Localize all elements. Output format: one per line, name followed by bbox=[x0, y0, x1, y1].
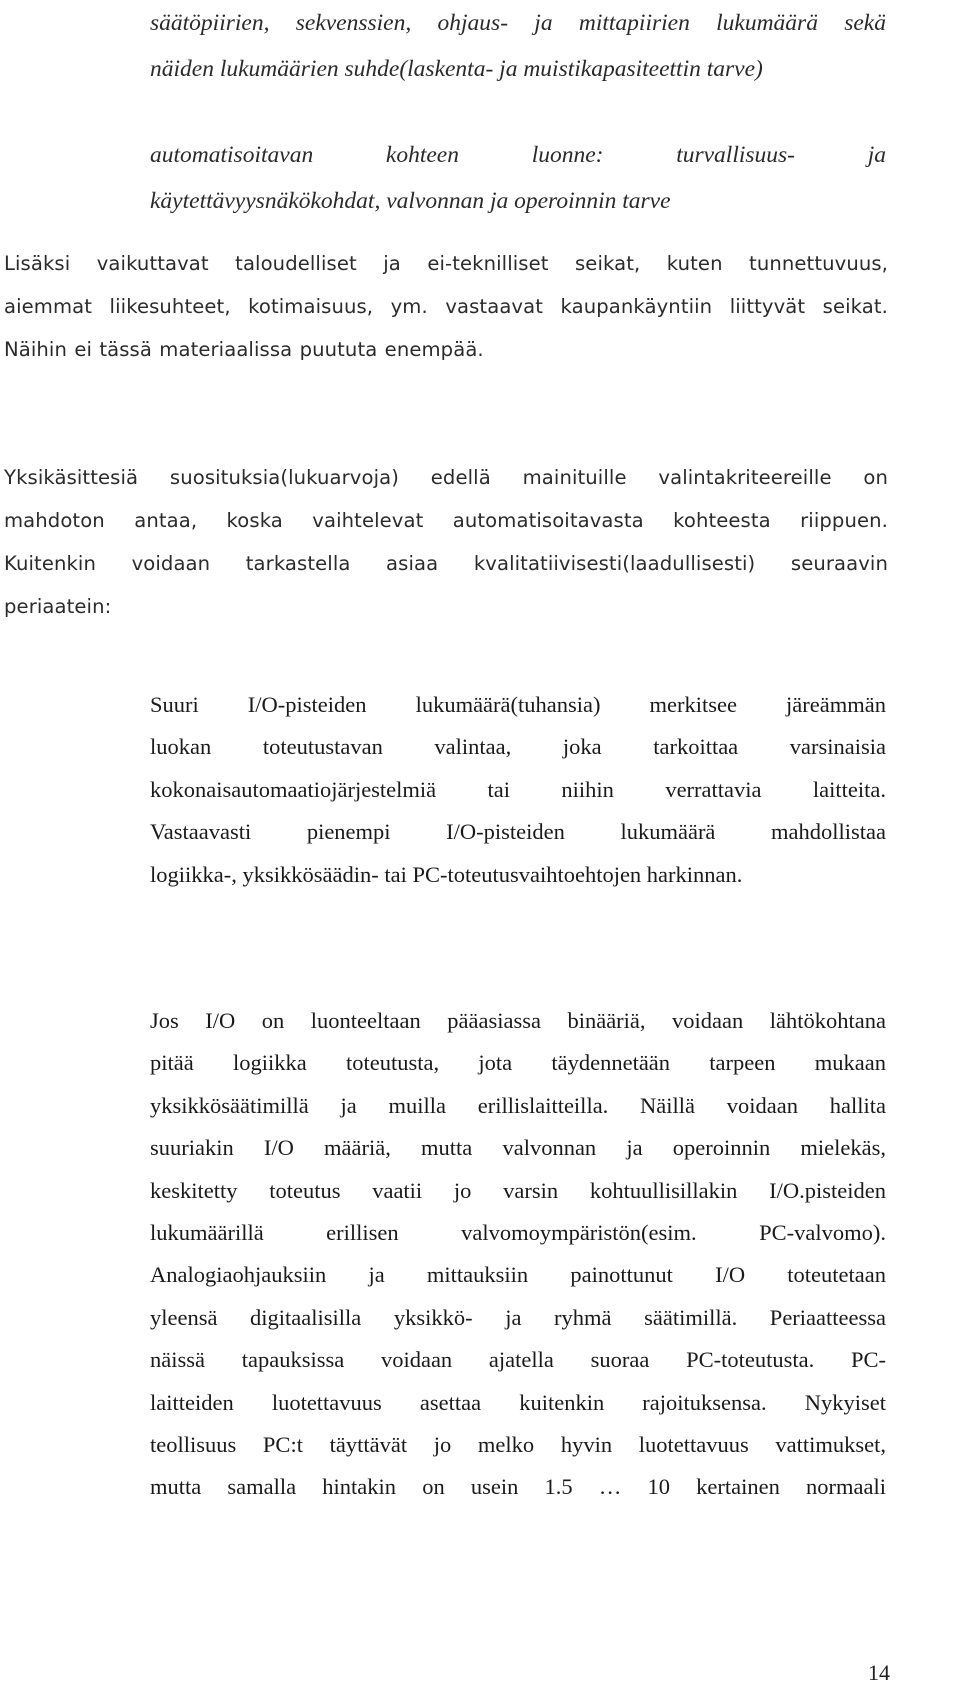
text-line: Vastaavasti pienempi I/O-pisteiden lukumäärä mahdollistaa bbox=[150, 819, 886, 845]
text-line: suuriakin I/O määriä, mutta valvonnan ja operoinnin mielekäs, bbox=[150, 1135, 886, 1161]
text-line: pitää logiikka toteutusta, jota täydennetään tarpeen mukaan bbox=[150, 1050, 886, 1076]
paragraph-io-type bbox=[150, 1000, 886, 1509]
text-line: Jos I/O on luonteeltaan pääasiassa binääriä, voidaan lähtökohtana bbox=[150, 1008, 886, 1033]
text-line: teollisuus PC:t täyttävät jo melko hyvin luotettavuus vattimukset, bbox=[150, 1432, 886, 1458]
text-line: Yksikäsittesiä suosituksia(lukuarvoja) edellä mainituille valintakriteereille on bbox=[4, 466, 888, 489]
italic-item-2 bbox=[150, 132, 886, 224]
text-line: näissä tapauksissa voidaan ajatella suoraa PC-toteutusta. PC- bbox=[150, 1347, 886, 1373]
text-line: Analogiaohjauksiin ja mittauksiin painottunut I/O toteutetaan bbox=[150, 1262, 886, 1288]
paragraph-economic-factors bbox=[4, 242, 888, 371]
text-line: logiikka-, yksikkösäädin- tai PC-toteutusvaihtoehtojen harkinnan. bbox=[150, 861, 743, 887]
text-line: aiemmat liikesuhteet, kotimaisuus, ym. vastaavat kaupankäyntiin liittyvät seikat. bbox=[4, 295, 888, 318]
text-line: keskitetty toteutus vaatii jo varsin kohtuullisillakin I/O.pisteiden bbox=[150, 1177, 886, 1203]
text-line: käytettävyysnäkökohdat, valvonnan ja operoinnin tarve bbox=[150, 188, 671, 214]
paragraph-recommendations bbox=[4, 456, 888, 628]
text-line: luokan toteutustavan valintaa, joka tarkoittaa varsinaisia bbox=[150, 734, 886, 760]
text-line: mutta samalla hintakin on usein 1.5 … 10 kertainen normaali bbox=[150, 1474, 886, 1500]
text-line: Lisäksi vaikuttavat taloudelliset ja ei-teknilliset seikat, kuten tunnettuvuus, bbox=[4, 252, 888, 275]
text-line: yksikkösäätimillä ja muilla erillislaitteilla. Näillä voidaan hallita bbox=[150, 1092, 886, 1118]
text-line: Näihin ei tässä materiaalissa puututa enempää. bbox=[4, 338, 484, 361]
text-line: lukumäärillä erillisen valvomoympäristön(esim. PC-valvomo). bbox=[150, 1220, 886, 1246]
page-number: 14 bbox=[868, 1660, 890, 1685]
text-line: periaatein: bbox=[4, 595, 112, 618]
text-line: kokonaisautomaatiojärjestelmiä tai niihin verrattavia laitteita. bbox=[150, 776, 886, 802]
italic-item-1 bbox=[150, 0, 886, 92]
text-line: näiden lukumäärien suhde(laskenta- ja muistikapasiteettin tarve) bbox=[150, 56, 763, 82]
text-line: laitteiden luotettavuus asettaa kuitenkin rajoituksensa. Nykyiset bbox=[150, 1389, 886, 1415]
text-line: säätöpiirien, sekvenssien, ohjaus- ja mittapiirien lukumäärä sekä bbox=[150, 10, 886, 36]
text-line: mahdoton antaa, koska vaihtelevat automatisoitavasta kohteesta riippuen. bbox=[4, 509, 888, 532]
paragraph-io-count bbox=[150, 684, 886, 896]
text-line: Kuitenkin voidaan tarkastella asiaa kvalitatiivisesti(laadullisesti) seuraavin bbox=[4, 552, 888, 575]
text-line: Suuri I/O-pisteiden lukumäärä(tuhansia) merkitsee järeämmän bbox=[150, 692, 886, 717]
text-line: automatisoitavan kohteen luonne: turvallisuus- ja bbox=[150, 142, 886, 168]
text-line: yleensä digitaalisilla yksikkö- ja ryhmä säätimillä. Periaatteessa bbox=[150, 1304, 886, 1330]
